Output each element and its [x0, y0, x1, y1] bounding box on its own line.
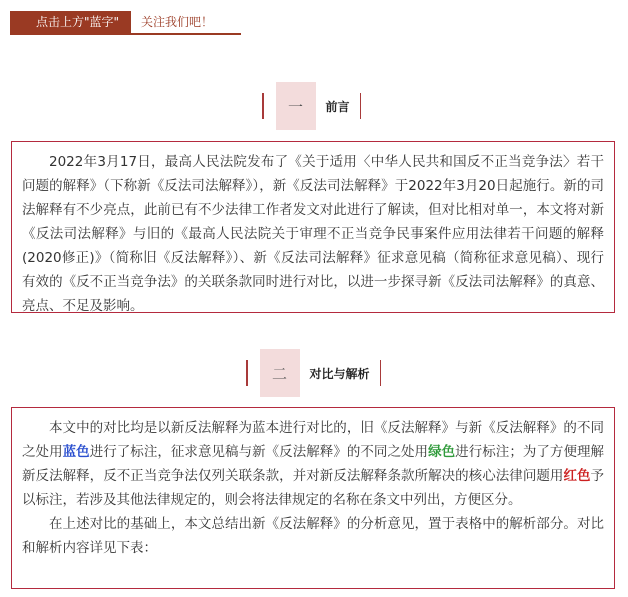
header-right-bar [360, 93, 362, 119]
text-segment: 进行标注；为了方便理解新反法解释，反不正当竞争法仅列关联条款，并对新反法解释条款所解决的核心法律问题用 [22, 444, 605, 484]
banner-blue-text-prompt[interactable]: 点击上方"蓝字" [10, 11, 131, 33]
red-highlight: 红色 [563, 468, 591, 484]
header-left-bar [246, 360, 248, 386]
preface-content-box [11, 141, 615, 313]
text-segment: 进行了标注，征求意见稿与新《反法解释》的不同之处用 [89, 444, 429, 460]
section-number: 一 [276, 82, 316, 130]
header-right-bar [380, 360, 382, 386]
section-title: 前言 [325, 99, 350, 114]
green-highlight: 绿色 [428, 444, 456, 460]
banner-underline [10, 33, 241, 35]
comparison-paragraph-2: 在上述对比的基础上，本文总结出新《反法解释》的分析意见，置于表格中的解析部分。对比和解析内容详见下表： [22, 516, 604, 556]
section-number: 二 [260, 349, 300, 397]
banner-follow-text: 关注我们吧！ [141, 15, 214, 29]
comparison-content-box [11, 407, 615, 589]
comparison-paragraph-1 [22, 416, 604, 512]
preface-paragraph: 2022年3月17日，最高人民法院发布了《关于适用〈中华人民共和国反不正当竞争法〉若干问题的解释》（下称新《反法司法解释》），新《反法司法解释》于2022年3月20日起施行。新的司法解释有不少亮点，此前已有不少法律工作者发文对此进行了解读，但对比相对单一，本文将对新《反法司法解释》与旧的《最高人民法院关于审理不正当竞争民事案件应用法律若干问题的解释(2020修正)》（简称旧《反法解释》）、新《反法司法解释》征求意见稿（简称征求意见稿）、现行有效的《反不正当竞争法》的关联条款同时进行对比，以进一步探寻新《反法司法解释》的真意、亮点、不足及影响。 [22, 154, 604, 314]
text-segment: 本文中的对比均是以新反法解释为蓝本进行对比的，旧《反法解释》与新《反法解释》的不同之处用 [22, 420, 604, 460]
blue-highlight: 蓝色 [62, 444, 90, 460]
text-segment: 予以标注，若涉及其他法律规定的，则会将法律规定的名称在条文中列出，方便区分。 [22, 468, 605, 508]
section-header-preface [262, 82, 361, 130]
header-left-bar [262, 93, 264, 119]
section-title: 对比与解析 [309, 366, 370, 381]
section-header-comparison [246, 349, 381, 397]
